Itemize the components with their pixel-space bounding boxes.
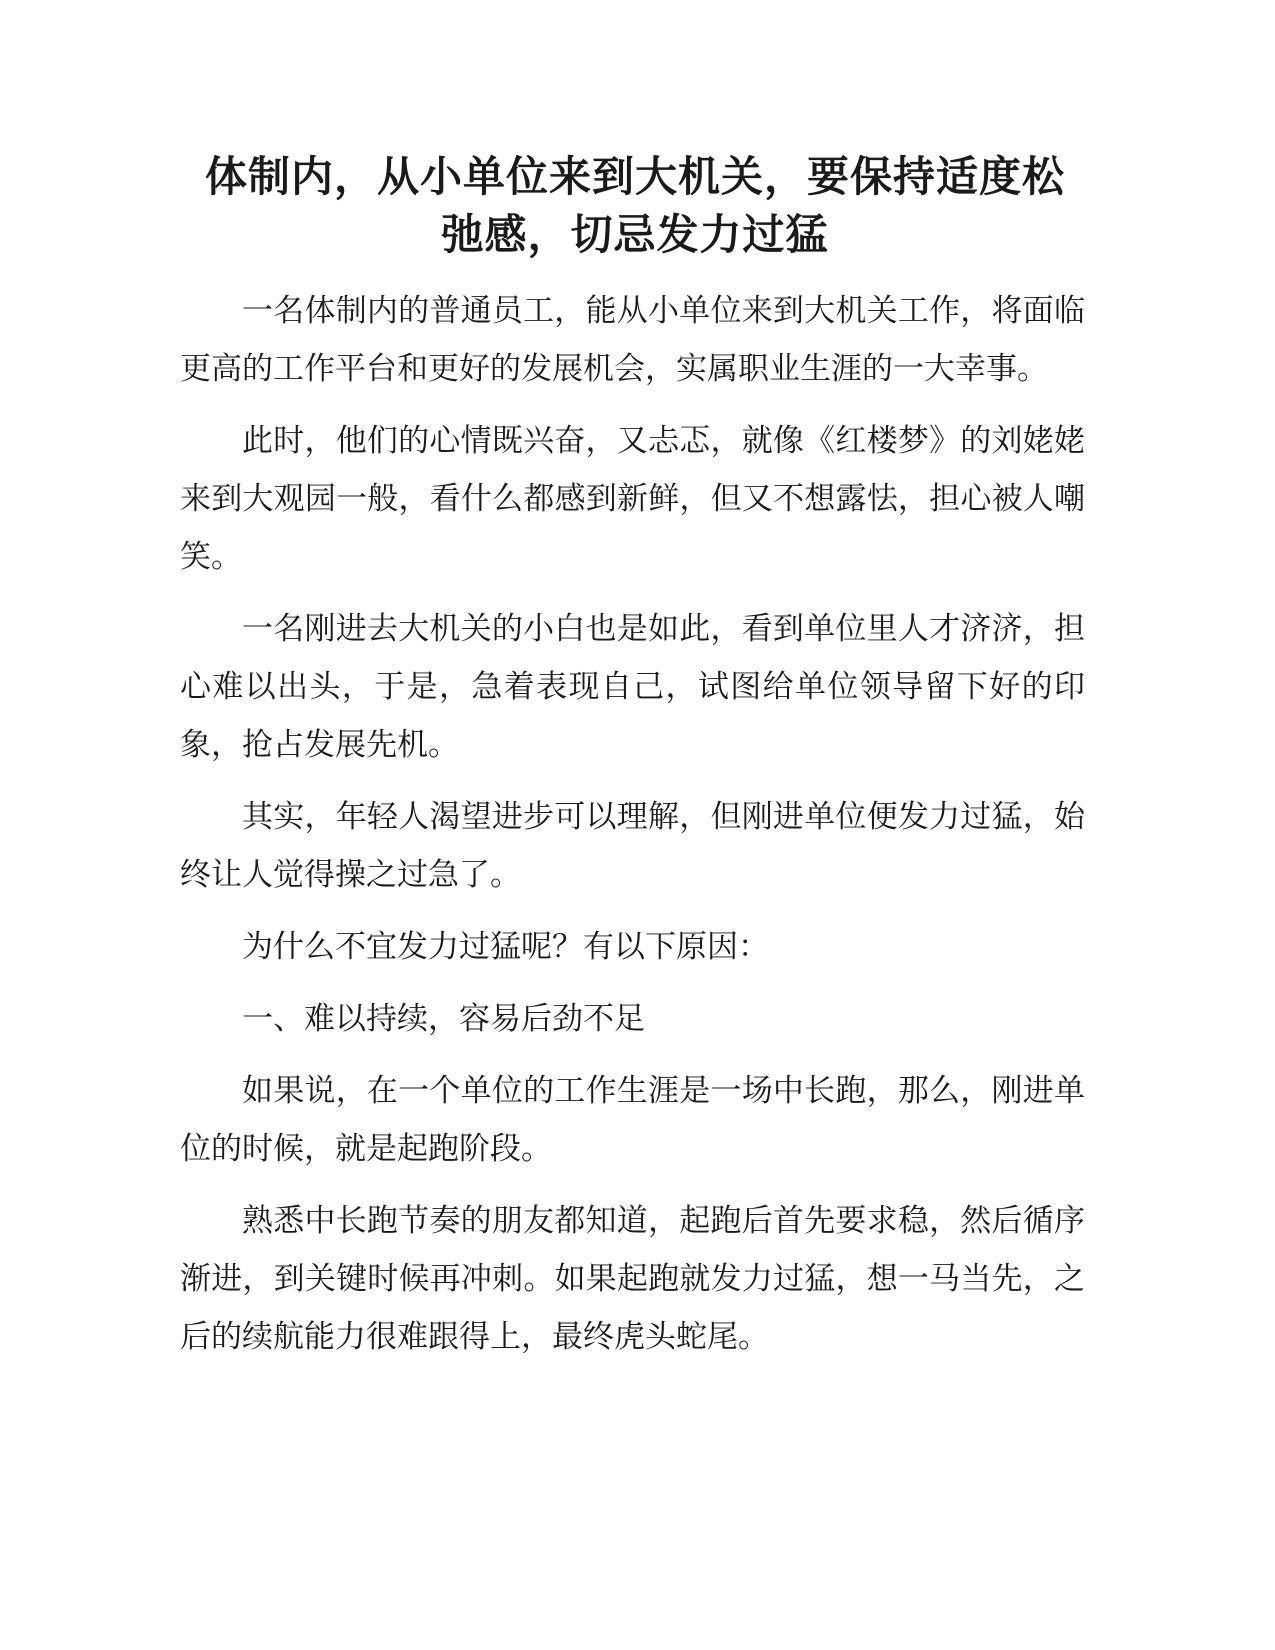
title-line-2: 弛感，切忌发力过猛 [441, 210, 829, 259]
paragraph-6: 如果说，在一个单位的工作生涯是一场中长跑，那么，刚进单位的时候，就是起跑阶段。 [180, 1073, 1085, 1167]
title-line-1: 体制内，从小单位来到大机关，要保持适度松 [204, 152, 1065, 201]
document-body [180, 282, 1085, 1380]
paragraph-4: 其实，年轻人渴望进步可以理解，但刚进单位便发力过猛，始终让人觉得操之过急了。 [180, 799, 1085, 893]
paragraph-2: 此时，他们的心情既兴奋，又忐忑，就像《红楼梦》的刘姥姥来到大观园一般，看什么都感到新鲜，但又不想露怯，担心被人嘲笑。 [180, 423, 1085, 575]
paragraph-3: 一名刚进去大机关的小白也是如此，看到单位里人才济济，担心难以出头，于是，急着表现自己，试图给单位领导留下好的印象，抢占发展先机。 [180, 611, 1085, 763]
paragraph-1: 一名体制内的普通员工，能从小单位来到大机关工作，将面临更高的工作平台和更好的发展机会，实属职业生涯的一大幸事。 [180, 293, 1085, 387]
paragraph-7: 熟悉中长跑节奏的朋友都知道，起跑后首先要求稳，然后循序渐进，到关键时候再冲刺。如果起跑就发力过猛，想一马当先，之后的续航能力很难跟得上，最终虎头蛇尾。 [180, 1203, 1085, 1355]
paragraph-5: 为什么不宜发力过猛呢？有以下原因： [242, 929, 769, 965]
document-title [180, 148, 1090, 264]
section-heading-1: 一、难以持续，容易后劲不足 [242, 1001, 645, 1037]
